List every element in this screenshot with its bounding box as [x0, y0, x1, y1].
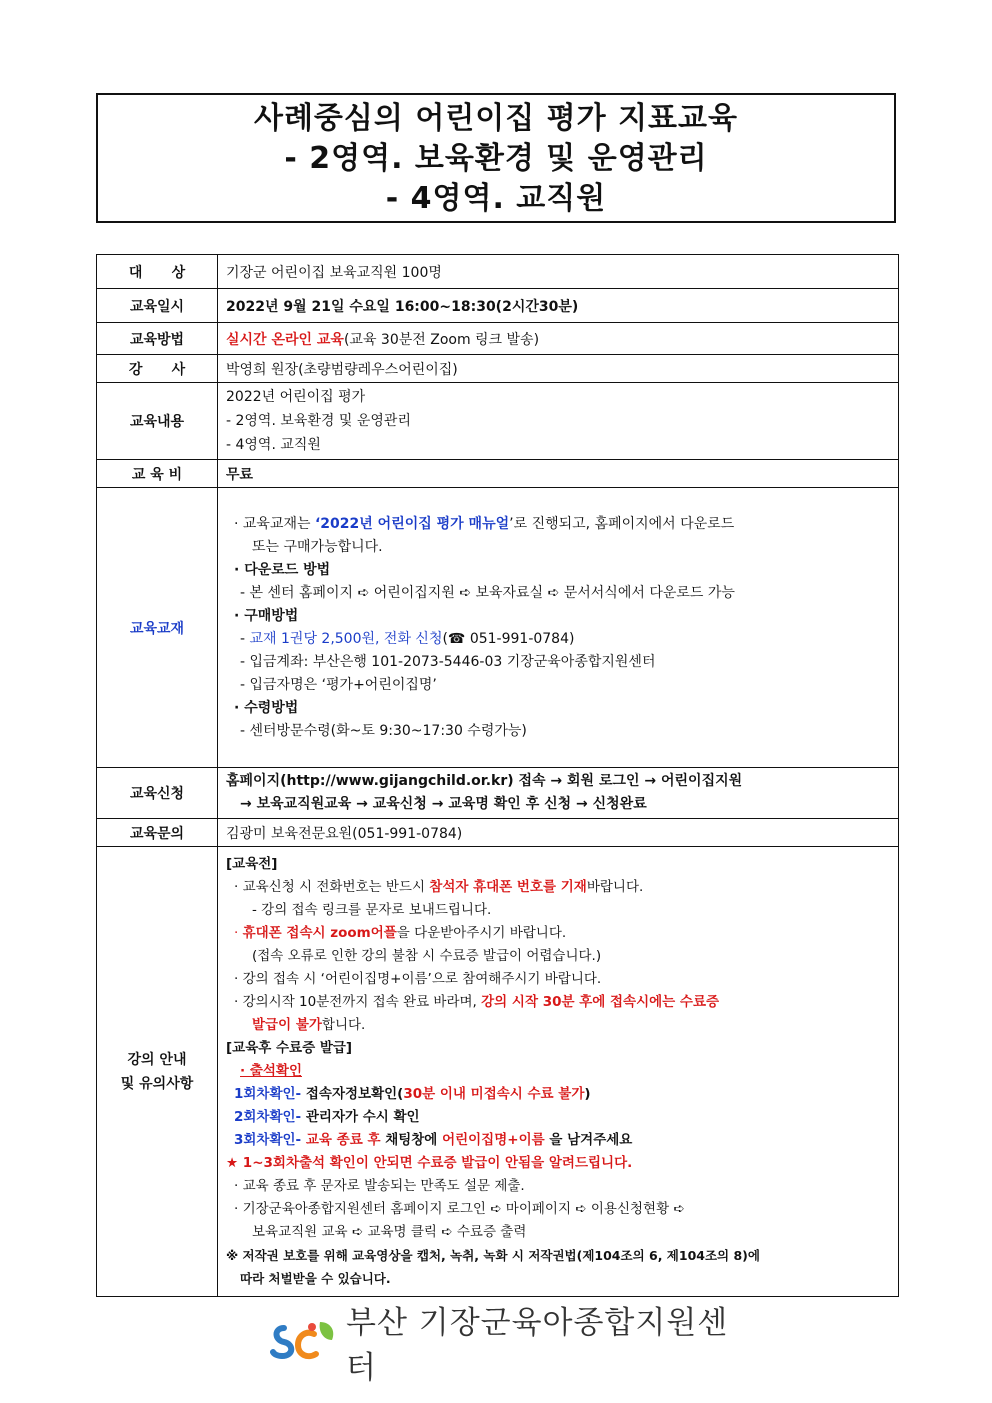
title-box	[96, 93, 896, 223]
n1-b: 참석자 휴대폰 번호를 기재	[429, 879, 587, 895]
check-line-3	[226, 1129, 890, 1152]
info-table	[96, 254, 899, 1297]
row-fee	[97, 460, 899, 488]
material-l1-a: · 교육교재는	[234, 515, 315, 532]
value-content	[218, 383, 899, 460]
title-line-2: - 2영역. 보육환경 및 운영관리	[284, 141, 708, 176]
notice-line-8	[226, 1060, 890, 1083]
material-price: 교재 1권당 2,500원, 전화 신청	[249, 630, 443, 647]
value-method	[218, 323, 899, 355]
label-date: 교육일시	[97, 289, 218, 323]
material-line-2: 또는 구매가능합니다.	[252, 538, 383, 555]
material-line-10: - 센터방문수령(화~토 9:30~17:30 수령가능)	[240, 722, 527, 739]
value-notice	[218, 847, 899, 1297]
footer	[270, 1305, 730, 1386]
sc-leaf-logo-icon	[270, 1318, 340, 1366]
notice-line-7	[226, 1014, 890, 1037]
material-line-8: - 입금자명은 ‘평가+어린이집명’	[240, 676, 437, 693]
label-inquiry: 교육문의	[97, 819, 218, 847]
title-line-3: - 4영역. 교직원	[385, 181, 607, 216]
n1-c: 바랍니다.	[586, 879, 644, 895]
c3-b: 교육 종료 후	[305, 1132, 386, 1148]
material-line-6	[226, 628, 890, 651]
material-line-1	[226, 513, 890, 536]
star-notice: ★ 1~3회차출석 확인이 안되면 수료증 발급이 안됨을 알려드립니다.	[226, 1155, 633, 1171]
material-line-9: · 수령방법	[234, 699, 299, 716]
apply-line-1: 홈페이지(http://www.gijangchild.or.kr) 접속 → 회원 로그인 → 어린이집지원	[226, 773, 743, 789]
n6-a: · 강의시작 10분전까지 접속 완료 바라며,	[234, 994, 482, 1010]
notice-line-13: 따라 처벌받을 수 있습니다.	[240, 1271, 391, 1286]
label-lecturer: 강 사	[97, 355, 218, 383]
n7-b: 합니다.	[321, 1017, 366, 1033]
label-fee: 교 육 비	[97, 460, 218, 488]
value-fee: 무료	[218, 460, 899, 488]
material-line-3: · 다운로드 방법	[234, 561, 331, 578]
method-highlight: 실시간 온라인 교육	[226, 331, 344, 348]
value-lecturer: 박영희 원장(초량범량레우스어린이집)	[218, 355, 899, 383]
attendance-check: · 출석확인	[240, 1063, 302, 1079]
notice-line-10: · 기장군육아종합지원센터 홈페이지 로그인 ➪ 마이페이지 ➪ 이용신청현황 ➪	[234, 1201, 685, 1217]
check-line-1	[226, 1083, 890, 1106]
label-apply: 교육신청	[97, 768, 218, 819]
c3-c: 채팅창에	[385, 1132, 443, 1148]
notice-line-3	[226, 922, 890, 945]
row-method	[97, 323, 899, 355]
row-material	[97, 488, 899, 768]
n1-a: · 교육신청 시 전화번호는 반드시	[234, 879, 430, 895]
notice-line-1	[226, 876, 890, 899]
title-line-1: 사례중심의 어린이집 평가 지표교육	[253, 101, 739, 136]
notice-label-2: 및 유의사항	[120, 1075, 194, 1092]
label-target: 대 상	[97, 255, 218, 289]
row-notice	[97, 847, 899, 1297]
row-content	[97, 383, 899, 460]
c3-e: 을 남겨주세요	[544, 1132, 633, 1148]
notice-line-6	[226, 991, 890, 1014]
c2-b: 관리자가 수시 확인	[305, 1109, 420, 1125]
material-l1-c: ’로 진행되고, 홈페이지에서 다운로드	[509, 515, 735, 532]
c1-c: 30분 이내 미접속시 수료 불가	[403, 1086, 585, 1102]
c3-a: 3회차확인-	[234, 1132, 306, 1148]
material-line-5: · 구매방법	[234, 607, 299, 624]
notice-heading-after: [교육후 수료증 발급]	[226, 1040, 353, 1056]
value-date: 2022년 9월 21일 수요일 16:00~18:30(2시간30분)	[218, 289, 899, 323]
notice-line-5: · 강의 접속 시 ‘어린이집명+이름’으로 참여해주시기 바랍니다.	[234, 971, 602, 987]
material-phone: (☎ 051-991-0784)	[442, 630, 575, 647]
c3-d: 어린이집명+이름	[442, 1132, 545, 1148]
c2-a: 2회차확인-	[234, 1109, 306, 1125]
row-lecturer	[97, 355, 899, 383]
row-inquiry	[97, 819, 899, 847]
n3-a: ·	[234, 925, 243, 941]
label-method: 교육방법	[97, 323, 218, 355]
c1-b: 접속자정보확인(	[305, 1086, 404, 1102]
row-target	[97, 255, 899, 289]
n7-a: 발급이 불가	[252, 1017, 322, 1033]
content-line-1: 2022년 어린이집 평가	[226, 389, 366, 405]
n3-b: 휴대폰 접속시 zoom어플	[242, 925, 397, 941]
row-date	[97, 289, 899, 323]
notice-line-9: · 교육 종료 후 문자로 발송되는 만족도 설문 제출.	[234, 1178, 525, 1194]
material-manual-name: ‘2022년 어린이집 평가 매뉴얼	[314, 515, 510, 532]
value-material	[218, 488, 899, 768]
value-apply	[218, 768, 899, 819]
c1-a: 1회차확인-	[234, 1086, 306, 1102]
row-apply	[97, 768, 899, 819]
label-notice	[97, 847, 218, 1297]
n3-c: 을 다운받아주시기 바랍니다.	[396, 925, 567, 941]
content-line-3: - 4영역. 교직원	[226, 437, 321, 453]
footer-org-name: 부산 기장군육아종합지원센터	[346, 1305, 729, 1386]
value-inquiry: 김광미 보육전문요원(051-991-0784)	[218, 819, 899, 847]
c1-d: )	[584, 1086, 591, 1102]
n6-b: 강의 시작 30분 후에 접속시에는 수료증	[481, 994, 720, 1010]
value-target: 기장군 어린이집 보육교직원 100명	[218, 255, 899, 289]
method-rest: (교육 30분전 Zoom 링크 발송)	[343, 331, 540, 348]
notice-heading-before: [교육전]	[226, 856, 278, 872]
material-line-4: - 본 센터 홈페이지 ➪ 어린이집지원 ➪ 보육자료실 ➪ 문서서식에서 다운로드 가능	[240, 584, 735, 601]
label-material: 교육교재	[97, 488, 218, 768]
notice-line-4: (접속 오류로 인한 강의 불참 시 수료증 발급이 어렵습니다.)	[252, 948, 602, 964]
apply-line-2: → 보육교직원교육 → 교육신청 → 교육명 확인 후 신청 → 신청완료	[240, 796, 647, 812]
notice-line-11: 보육교직원 교육 ➪ 교육명 클릭 ➪ 수료증 출력	[252, 1224, 527, 1240]
material-line-7: - 입금계좌: 부산은행 101-2073-5446-03 기장군육아종합지원센터	[240, 653, 656, 670]
notice-line-12: ※ 저작권 보호를 위해 교육영상을 캡처, 녹취, 녹화 시 저작권법(제104조의 6, 제104조의 8)에	[226, 1248, 760, 1263]
label-content: 교육내용	[97, 383, 218, 460]
notice-line-2: - 강의 접속 링크를 문자로 보내드립니다.	[252, 902, 492, 918]
content-line-2: - 2영역. 보육환경 및 운영관리	[226, 413, 411, 429]
notice-label-1: 강의 안내	[127, 1051, 187, 1068]
material-l6-a: -	[240, 630, 250, 647]
check-line-2	[226, 1106, 890, 1129]
